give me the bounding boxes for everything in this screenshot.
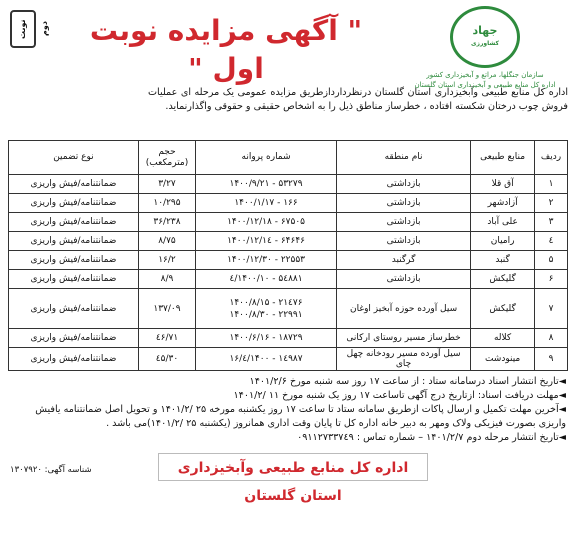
cell-area-name: بازداشتی <box>336 213 470 232</box>
cell-volume: ۱۶/۲ <box>138 251 195 270</box>
footer-title: اداره کل منابع طبیعی وآبخیزداری استان گلستان <box>158 453 428 481</box>
cell-row-number: ٤ <box>535 232 568 251</box>
table-row <box>9 251 568 270</box>
cell-natural-resources: علی آباد <box>471 213 535 232</box>
header-natural-resources: منابع طبیعی <box>471 141 535 175</box>
org-line-2: اداره کل منابع طبیعی و آبخیزداری استان گلستان <box>414 81 556 89</box>
cell-permit-number: ۱۸۷۲۹ - ۱۴۰۰/۶/۱۶ <box>196 329 337 348</box>
cell-area-name: سیل آورده مسیر رودخانه چهل چای <box>336 348 470 371</box>
cell-natural-resources: آزادشهر <box>471 194 535 213</box>
cell-volume: ۳/۲۷ <box>138 175 195 194</box>
notice-title: " آگهی مزایده نوبت اول " <box>89 14 363 85</box>
logo-subtext: کشاورزی <box>471 40 499 47</box>
table-row <box>9 175 568 194</box>
note-item: ◄مهلت دریافت اسناد: ازتاریخ درج آگهی تاساعت ۱۷ روز یک شنبه مورخ ۱۱ /۱۴۰۱/۲ <box>233 390 566 401</box>
cell-row-number: ۷ <box>535 289 568 329</box>
header-guarantee-type: نوع تضمین <box>9 141 139 175</box>
notes-section <box>8 375 568 445</box>
cell-permit-number: ۵٤۸۸۱ - ۱۴۰۰/۱۰/٤ <box>196 270 337 289</box>
table-row <box>9 194 568 213</box>
cell-guarantee-type: ضمانتنامه/فیش واریزی <box>9 289 139 329</box>
cell-volume: ۳۶/۲۳۸ <box>138 213 195 232</box>
cell-permit-number: ۵۳۲۷۹ - ۱۴۰۰/۹/۲۱ <box>196 175 337 194</box>
cell-guarantee-type: ضمانتنامه/فیش واریزی <box>9 175 139 194</box>
organization-logo-block <box>410 6 560 90</box>
cell-volume: ۸/۷۵ <box>138 232 195 251</box>
cell-row-number: ۸ <box>535 329 568 348</box>
note-item: ◄تاریخ انتشار مرحله دوم ۱۴۰۱/۲/۷ – شماره تماس : ۰۹۱۱۲۷۳۳۷٤۹ <box>297 432 566 443</box>
cell-guarantee-type: ضمانتنامه/فیش واریزی <box>9 329 139 348</box>
round-stamp: نوبت دوم <box>10 10 36 48</box>
cell-natural-resources: گلیکش <box>471 289 535 329</box>
organization-name <box>410 70 560 90</box>
cell-permit-number: ۲۲۵۵۳ - ۱۴۰۰/۱۲/۳۰ <box>196 251 337 270</box>
header-area-name: نام منطقه <box>336 141 470 175</box>
table-row <box>9 213 568 232</box>
cell-row-number: ۹ <box>535 348 568 371</box>
footer <box>8 451 568 504</box>
cell-row-number: ۵ <box>535 251 568 270</box>
cell-permit-number: ۱٤۹۸۷ - ۱۴۰۰/٤/۱۶ <box>196 348 337 371</box>
cell-guarantee-type: ضمانتنامه/فیش واریزی <box>9 270 139 289</box>
cell-natural-resources: آق قلا <box>471 175 535 194</box>
cell-natural-resources: کلاله <box>471 329 535 348</box>
cell-row-number: ۱ <box>535 175 568 194</box>
table-row <box>9 232 568 251</box>
cell-guarantee-type: ضمانتنامه/فیش واریزی <box>9 213 139 232</box>
auction-table <box>8 140 568 371</box>
cell-guarantee-type: ضمانتنامه/فیش واریزی <box>9 232 139 251</box>
cell-guarantee-type: ضمانتنامه/فیش واریزی <box>9 251 139 270</box>
org-line-1: سازمان جنگلها، مراتع و آبخیزداری کشور <box>426 71 544 79</box>
table-row <box>9 348 568 371</box>
table-header-row <box>9 141 568 175</box>
cell-natural-resources: گلیکش <box>471 270 535 289</box>
header-volume: حجم (مترمکعب) <box>138 141 195 175</box>
table-row <box>9 329 568 348</box>
header-row-number: ردیف <box>535 141 568 175</box>
note-item: ◄تاریخ انتشار اسناد درسامانه ستاد : از ساعت ۱۷ روز سه شنبه مورخ ۱۴۰۱/۲/۶ <box>249 376 566 387</box>
intro-paragraph: اداره کل منابع طبیعی وآبخیزداری استان گلستان درنظرداردازطریق مزایده عمومی یک مرحله ای عملیات فروش چوب درختان شکسته افتاده ، خطرساز مناطق ذیل را به اشخاص حقیقی و حقوقی واگذارنماید. <box>148 87 568 112</box>
cell-volume: ۸/۹ <box>138 270 195 289</box>
cell-volume: ۳۰/٤۵ <box>138 348 195 371</box>
cell-area-name: بازداشتی <box>336 270 470 289</box>
cell-guarantee-type: ضمانتنامه/فیش واریزی <box>9 194 139 213</box>
cell-area-name: بازداشتی <box>336 194 470 213</box>
header-permit-number: شماره پروانه <box>196 141 337 175</box>
table-row <box>9 270 568 289</box>
header <box>8 6 568 89</box>
cell-permit-number: ۶۴۶۴۶ - ۱۴۰۰/۱۲/۱٤ <box>196 232 337 251</box>
cell-volume: ۱۳۷/۰۹ <box>138 289 195 329</box>
notice-id: شناسه آگهی: ۱۳۰۷۹۲۰ <box>10 465 92 475</box>
cell-volume: ۱۰/۲۹۵ <box>138 194 195 213</box>
table-row <box>9 289 568 329</box>
cell-permit-number: ۲۱٤۷۶ - ۱۴۰۰/۸/۱۵ ۲۲۹۹۱ - ۱۴۰۰/۸/۳۰ <box>196 289 337 329</box>
cell-area-name: بازداشتی <box>336 232 470 251</box>
cell-area-name: خطرساز مسیر روستای ارکانی <box>336 329 470 348</box>
cell-permit-number: ۶۷۵۰۵ - ۱۴۰۰/۱۲/۱۸ <box>196 213 337 232</box>
cell-row-number: ۶ <box>535 270 568 289</box>
cell-area-name: بازداشتی <box>336 175 470 194</box>
cell-natural-resources: گنبد <box>471 251 535 270</box>
cell-guarantee-type: ضمانتنامه/فیش واریزی <box>9 348 139 371</box>
cell-row-number: ۳ <box>535 213 568 232</box>
jahad-logo-icon <box>450 6 520 68</box>
cell-area-name: گرگنبد <box>336 251 470 270</box>
cell-natural-resources: مینودشت <box>471 348 535 371</box>
logo-text: جهاد <box>472 24 498 37</box>
cell-natural-resources: رامیان <box>471 232 535 251</box>
cell-area-name: سیل آورده حوزه آبخیز اوغان <box>336 289 470 329</box>
cell-volume: ٤۶/۷۱ <box>138 329 195 348</box>
cell-permit-number: ۱۶۶ - ۱۴۰۰/۱/۱۷ <box>196 194 337 213</box>
cell-row-number: ۲ <box>535 194 568 213</box>
note-item: ◄آخرین مهلت تکمیل و ارسال پاکات ازطریق سامانه ستاد تا ساعت ۱۷ روز یکشنبه مورخه ۲۵ /۱۴۰۱/۲ و تحویل اصل ضمانتنامه یافیش واریزی بصورت فیزیکی ولاک ومهر به دبیر خانه اداره کل تا پایان وقت اداری همانروز (یکشنبه ۲۵ /۱۴۰۱/۲)می باشد . <box>35 404 566 429</box>
